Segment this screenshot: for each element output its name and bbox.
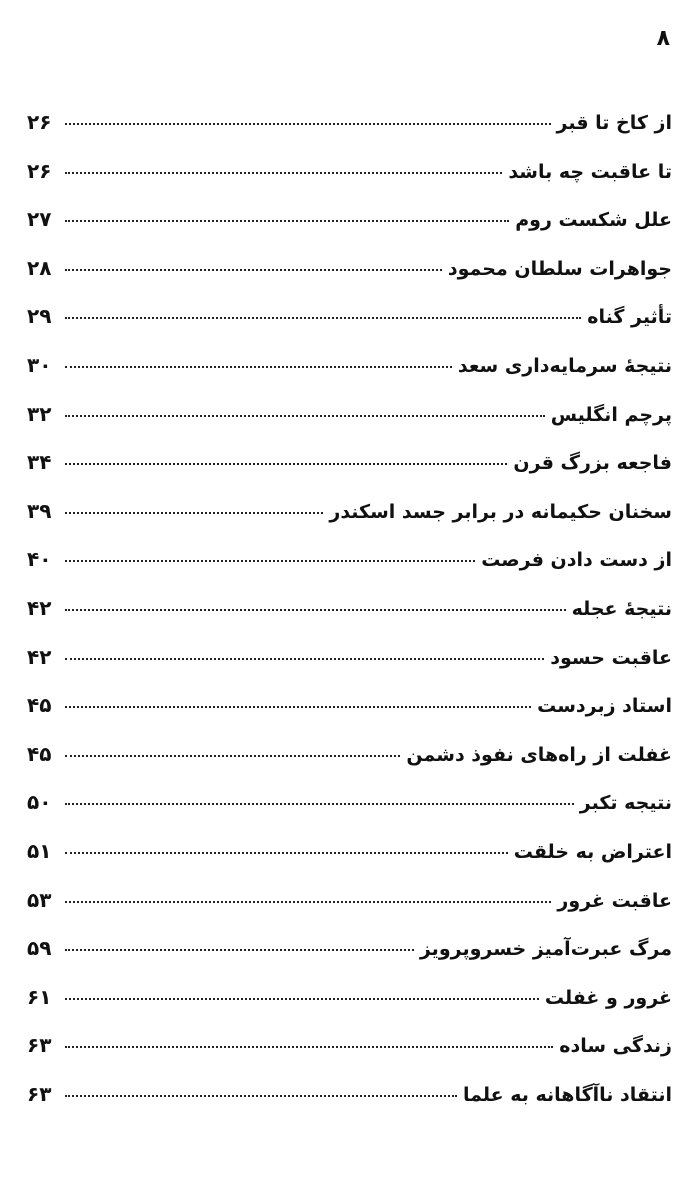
toc-entry-title: تأثیر گناه [587, 306, 672, 329]
toc-dot-leader [65, 901, 551, 903]
toc-entry-page: ۳۹ [27, 498, 52, 523]
toc-entry-title: از کاخ تا قبر [556, 112, 672, 134]
toc-entry-title: نتیجهٔ سرمایه‌داری سعد [457, 354, 672, 377]
toc-entry-page: ۲۷ [27, 207, 52, 232]
toc-dot-leader [65, 1046, 553, 1048]
toc-entry-page: ۲۸ [27, 255, 52, 280]
toc-entry [27, 1033, 672, 1082]
toc-entry-page: ۵۳ [27, 887, 52, 912]
toc-entry-title: اعتراض به خلقت [513, 840, 672, 863]
toc-entry [27, 304, 672, 353]
toc-entry [27, 159, 672, 208]
toc-dot-leader [65, 123, 551, 125]
toc-dot-leader [65, 560, 475, 562]
toc-entry [27, 207, 672, 256]
toc-dot-leader [65, 803, 574, 805]
toc-dot-leader [65, 949, 414, 951]
toc-entry-page: ۴۵ [27, 741, 52, 766]
toc-dot-leader [65, 269, 442, 271]
toc-dot-leader [65, 852, 508, 854]
toc-dot-leader [65, 609, 566, 611]
toc-entry [27, 790, 672, 839]
toc-entry-page: ۲۶ [27, 110, 52, 134]
toc-entry [27, 499, 672, 548]
toc-entry-title: زندگی ساده [559, 1035, 672, 1058]
toc-entry-page: ۲۹ [27, 304, 52, 329]
toc-entry [27, 1082, 672, 1131]
toc-dot-leader [65, 755, 400, 757]
toc-entry-title: استاد زبردست [537, 695, 672, 718]
toc-entry [27, 596, 672, 645]
toc-entry-title: نتیجه تکبر [579, 792, 672, 815]
toc-dot-leader [65, 220, 509, 222]
toc-entry-page: ۳۴ [27, 450, 52, 475]
page-number: ۸ [656, 26, 670, 51]
toc-entry-page: ۲۶ [27, 158, 52, 183]
toc-entry-page: ۳۰ [27, 352, 52, 377]
toc-entry [27, 547, 672, 596]
toc-entry-title: عاقبت غرور [557, 889, 672, 912]
toc-entry [27, 742, 672, 791]
toc-dot-leader [65, 998, 539, 1000]
toc-dot-leader [65, 172, 502, 174]
toc-entry-title: سخنان حکیمانه در برابر جسد اسکندر [329, 500, 672, 523]
toc-dot-leader [65, 463, 507, 465]
toc-entry-title: نتیجهٔ عجله [571, 597, 672, 620]
toc-entry-page: ۴۲ [27, 595, 52, 620]
toc-entry-title: غفلت از راه‌های نفوذ دشمن [406, 743, 672, 766]
toc-entry [27, 839, 672, 888]
toc-dot-leader [65, 415, 545, 417]
toc-dot-leader [65, 706, 531, 708]
toc-entry [27, 693, 672, 742]
toc-dot-leader [65, 317, 581, 319]
toc-entry-page: ۶۳ [27, 1033, 52, 1058]
table-of-contents [27, 110, 672, 1130]
toc-entry-page: ۳۲ [27, 401, 52, 426]
toc-entry-title: مرگ عبرت‌آمیز خسروپرویز [419, 938, 672, 961]
toc-entry-page: ۴۵ [27, 693, 52, 718]
toc-entry-page: ۵۹ [27, 936, 52, 961]
toc-entry-page: ۵۰ [27, 790, 52, 815]
toc-entry [27, 888, 672, 937]
toc-entry [27, 645, 672, 694]
toc-entry-page: ۵۱ [27, 838, 52, 863]
toc-entry-title: تا عاقبت چه باشد [508, 160, 672, 183]
toc-dot-leader [65, 658, 544, 660]
toc-dot-leader [65, 512, 323, 514]
toc-entry-title: پرچم انگلیس [550, 403, 672, 426]
toc-entry-title: عاقبت حسود [550, 646, 672, 669]
toc-entry [27, 450, 672, 499]
toc-entry-page: ۴۰ [27, 547, 52, 572]
toc-dot-leader [65, 366, 452, 368]
toc-entry [27, 110, 672, 159]
toc-entry-title: انتقاد ناآگاهانه به علما [463, 1083, 672, 1106]
toc-entry [27, 936, 672, 985]
toc-entry-page: ۶۳ [27, 1081, 52, 1106]
toc-entry-page: ۴۲ [27, 644, 52, 669]
toc-entry-page: ۶۱ [27, 984, 52, 1009]
toc-entry-title: فاجعه بزرگ قرن [513, 452, 672, 475]
toc-entry [27, 985, 672, 1034]
toc-dot-leader [65, 1095, 457, 1097]
toc-entry-title: علل شکست روم [515, 209, 672, 232]
toc-entry [27, 402, 672, 451]
toc-entry-title: از دست دادن فرصت [481, 549, 672, 572]
toc-entry [27, 353, 672, 402]
toc-entry [27, 256, 672, 305]
toc-entry-title: غرور و غفلت [544, 986, 672, 1009]
toc-entry-title: جواهرات سلطان محمود [447, 257, 672, 280]
